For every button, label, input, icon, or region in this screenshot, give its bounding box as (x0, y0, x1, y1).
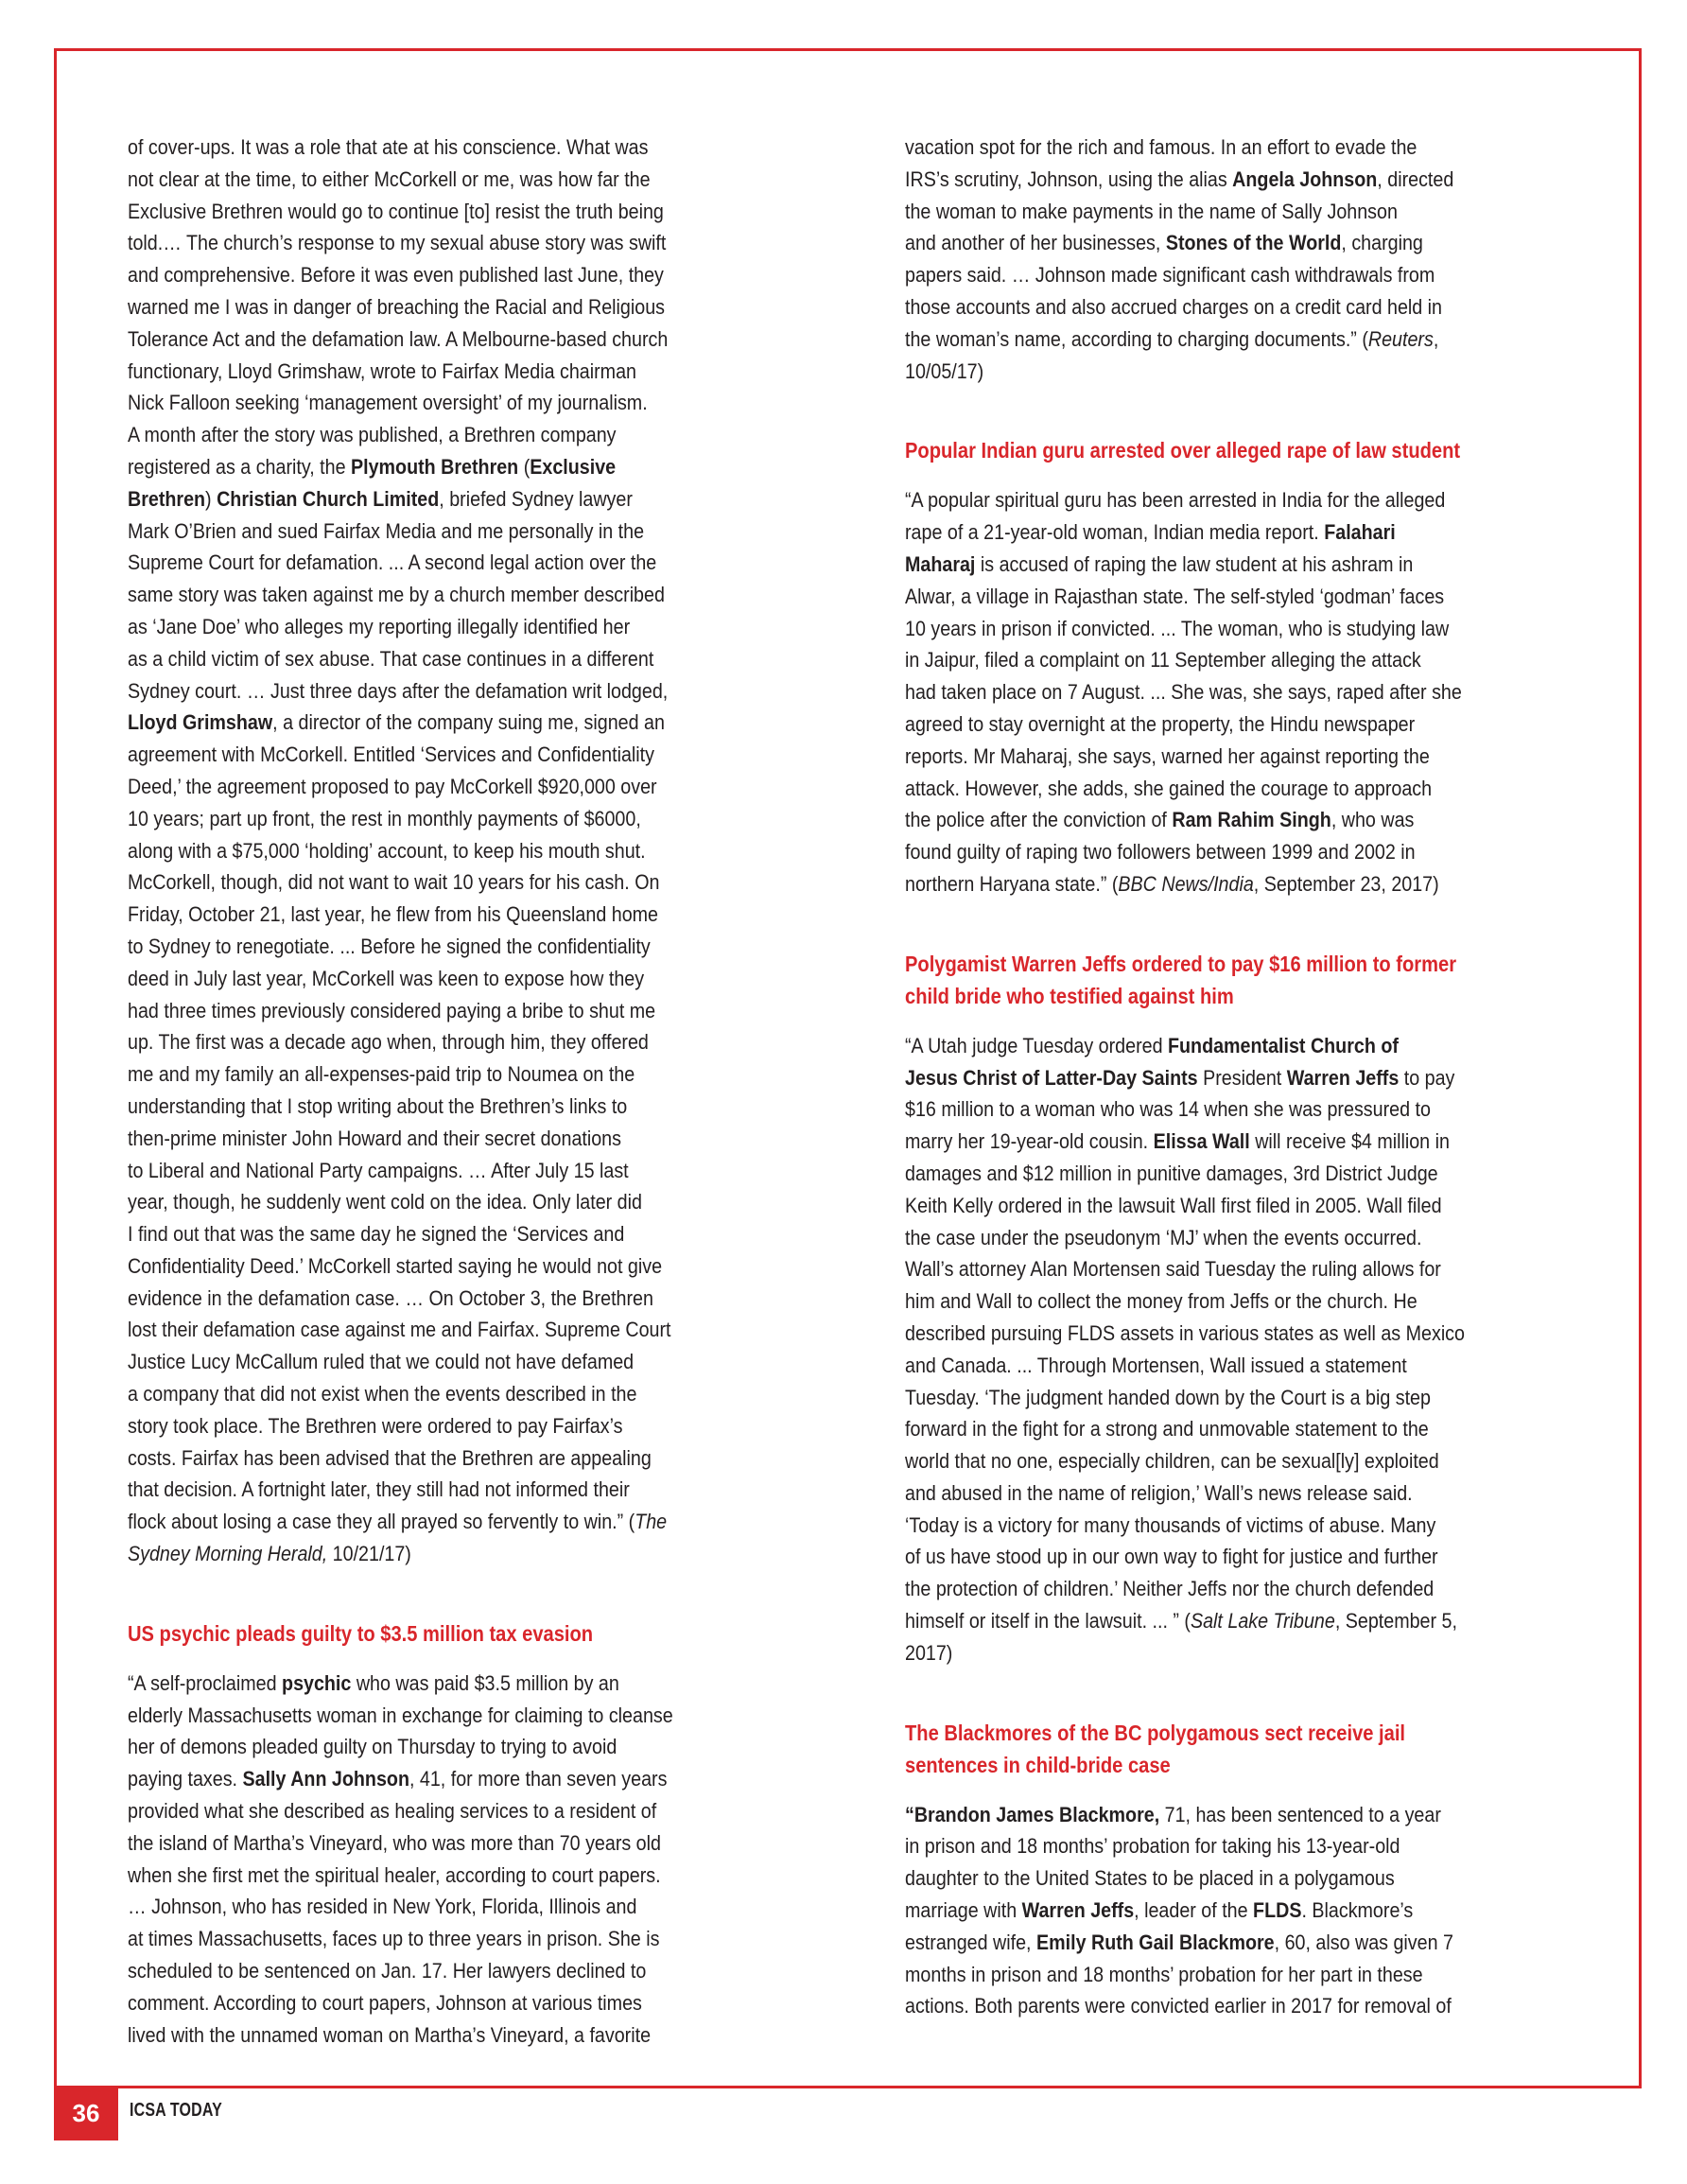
text-run: 10 years; part up front, the rest in monthly payments of $6000, (128, 806, 641, 830)
text-run: Tolerance Act and the defamation law. A Melbourne-based church (128, 326, 669, 351)
text-run: reports. Mr Maharaj, she says, warned her against reporting the (905, 743, 1430, 768)
text-line (128, 259, 781, 291)
text-run: Justice Lucy McCallum ruled that we could not have defamed (128, 1350, 635, 1374)
bold-name: Fundamentalist Church of (1167, 1033, 1399, 1057)
text-run: the woman to make payments in the name of Sally Johnson (905, 199, 1398, 223)
article-headline (905, 1717, 1567, 1781)
text-run: 71, has been sentenced to a year (1159, 1802, 1441, 1826)
text-line (128, 1250, 781, 1283)
text-line (128, 291, 781, 323)
bold-name: Elissa Wall (1153, 1129, 1250, 1154)
text-run: who was paid $3.5 million by an (351, 1670, 619, 1695)
text-run: registered as a charity, the (128, 454, 352, 479)
text-line (128, 483, 781, 515)
bold-name: Ram Rahim Singh (1172, 808, 1331, 832)
text-line (128, 1763, 781, 1795)
text-run: year, though, he suddenly went cold on the idea. Only later did (128, 1190, 642, 1214)
text-line (128, 419, 781, 451)
bold-name: Warren Jeffs (1021, 1898, 1135, 1923)
text-run: and another of her businesses, (905, 231, 1166, 255)
text-run: papers said. … Johnson made significant cash withdrawals from (905, 263, 1435, 288)
source-citation: Salt Lake Tribune (1190, 1609, 1335, 1634)
text-line (128, 451, 781, 483)
text-run: to Liberal and National Party campaigns. … After July 15 last (128, 1158, 629, 1182)
text-line (128, 1955, 781, 1987)
text-run: Friday, October 21, last year, he flew from his Queensland home (128, 902, 658, 927)
text-line (128, 835, 781, 867)
text-line (905, 1637, 1567, 1669)
text-run: The Blackmores of the BC polygamous sect receive jail (905, 1720, 1406, 1745)
text-run: Exclusive Brethren would go to continue [to] resist the truth being (128, 199, 664, 223)
text-line (128, 995, 781, 1027)
text-line (128, 1506, 781, 1538)
text-line (905, 1830, 1567, 1862)
text-run: , 41, for more than seven years (409, 1767, 668, 1791)
source-citation: Reuters (1367, 326, 1434, 351)
text-run: , a director of the company suing me, signed an (272, 710, 665, 735)
text-line (128, 1091, 781, 1123)
text-run: up. The first was a decade ago when, through him, they offered (128, 1030, 649, 1055)
text-run: as ‘Jane Doe’ who alleges my reporting illegally identified her (128, 614, 631, 638)
text-run: comment. According to court papers, Johnson at various times (128, 1990, 642, 2015)
text-line (128, 131, 781, 164)
text-run: not clear at the time, to either McCorkell or me, was how far the (128, 166, 651, 191)
text-run: A month after the story was published, a Brethren company (128, 423, 617, 447)
article-body (128, 131, 781, 1570)
article-body (905, 484, 1567, 900)
text-run: and abused in the name of religion,’ Wall’s news release said. (905, 1480, 1413, 1505)
text-run: child bride who testified against him (905, 983, 1234, 1008)
text-run: along with a $75,000 ‘holding’ account, to keep his mouth shut. (128, 838, 646, 863)
text-run: of cover-ups. It was a role that ate at his conscience. What was (128, 135, 649, 159)
bold-name: Angela Johnson (1232, 166, 1378, 191)
text-run: understanding that I stop writing about the Brethren’s links to (128, 1093, 628, 1118)
text-run: daughter to the United States to be placed in a polygamous (905, 1866, 1395, 1891)
text-line (128, 1123, 781, 1155)
text-run: Confidentiality Deed.’ McCorkell started saying he would not give (128, 1253, 663, 1278)
text-run: , leader of the (1134, 1898, 1254, 1923)
text-run: . Blackmore’s (1301, 1898, 1414, 1923)
bold-name: Stones of the World (1165, 231, 1342, 255)
source-citation: Sydney Morning Herald, (128, 1542, 328, 1566)
text-run: Mark O’Brien and sued Fairfax Media and me personally in the (128, 518, 645, 543)
text-line (905, 1285, 1567, 1318)
text-line (128, 579, 781, 611)
text-line (128, 515, 781, 548)
text-run: 10 years in prison if convicted. ... The woman, who is studying law (905, 616, 1450, 640)
text-line (905, 1318, 1567, 1350)
text-line (905, 1382, 1567, 1414)
text-line (905, 131, 1567, 164)
text-run: IRS’s scrutiny, Johnson, using the alias (905, 166, 1233, 191)
text-line (905, 1445, 1567, 1477)
text-line (905, 1350, 1567, 1382)
publication-title: ICSA TODAY (130, 2100, 222, 2121)
text-run: me and my family an all-expenses-paid trip to Noumea on the (128, 1062, 635, 1087)
text-run: I find out that was the same day he signed the ‘Services and (128, 1222, 625, 1247)
text-run: the case under the pseudonym ‘MJ’ when the events occurred. (905, 1225, 1422, 1249)
text-line (905, 1190, 1567, 1222)
text-line (128, 1058, 781, 1091)
text-run: “A popular spiritual guru has been arrested in India for the alleged (905, 488, 1446, 513)
text-line (905, 741, 1567, 773)
text-run: agreement with McCorkell. Entitled ‘Services and Confidentiality (128, 743, 654, 767)
text-run: rape of a 21-year-old woman, Indian media report. (905, 520, 1325, 545)
text-line (905, 1413, 1567, 1445)
text-run: that decision. A fortnight later, they still had not informed their (128, 1477, 630, 1502)
text-line (905, 1799, 1567, 1831)
text-run: , who was (1330, 808, 1415, 832)
text-line (128, 643, 781, 675)
text-line (905, 259, 1567, 291)
text-line (128, 1617, 781, 1650)
text-line (128, 1442, 781, 1475)
text-run: warned me I was in danger of breaching the Racial and Religious (128, 294, 665, 319)
text-line (128, 1186, 781, 1218)
text-line (128, 1378, 781, 1410)
source-citation: BBC News/India (1118, 871, 1254, 896)
bold-name: Exclusive (530, 454, 617, 479)
text-run: 2017) (905, 1640, 953, 1665)
text-line (905, 356, 1567, 388)
bold-name: psychic (282, 1670, 352, 1695)
text-line (128, 164, 781, 196)
text-run: elderly Massachusetts woman in exchange for claiming to cleanse (128, 1703, 673, 1727)
text-run: a company that did not exist when the events described in the (128, 1382, 637, 1406)
text-run: will receive $4 million in (1249, 1129, 1450, 1154)
text-run: same story was taken against me by a church member described (128, 583, 665, 607)
text-line (128, 1827, 781, 1860)
text-run: damages and $12 million in punitive damages, 3rd District Judge (905, 1161, 1438, 1185)
text-run: , briefed Sydney lawyer (439, 486, 633, 511)
text-run: costs. Fairfax has been advised that the Brethren are appealing (128, 1445, 652, 1470)
article-body (128, 1668, 781, 2052)
text-line (905, 516, 1567, 549)
text-line (128, 1668, 781, 1700)
text-line (128, 1538, 781, 1570)
text-line (128, 1474, 781, 1506)
text-run: , September 5, (1334, 1609, 1457, 1634)
text-line (128, 1314, 781, 1346)
text-line (905, 196, 1567, 228)
text-run: President (1197, 1065, 1287, 1090)
text-run: , (1433, 326, 1439, 351)
text-line (905, 1605, 1567, 1637)
text-run: Wall’s attorney Alan Mortensen said Tuesday the ruling allows for (905, 1257, 1441, 1282)
text-run: sentences in child-bride case (905, 1752, 1171, 1777)
text-line (128, 1987, 781, 2019)
text-line (128, 227, 781, 259)
text-run: , directed (1377, 166, 1454, 191)
bold-name: Plymouth Brethren (351, 454, 519, 479)
text-run: as a child victim of sex abuse. That case continues in a different (128, 646, 654, 671)
text-line (905, 773, 1567, 805)
text-line (905, 1717, 1567, 1749)
text-run: forward in the fight for a strong and unmovable statement to the (905, 1417, 1429, 1441)
text-line (905, 227, 1567, 259)
text-line (905, 434, 1567, 466)
text-run: of us have stood up in our own way to fight for justice and further (905, 1545, 1438, 1569)
right-column (905, 131, 1567, 2022)
bold-name: Emily Ruth Gail Blackmore (1035, 1930, 1275, 1954)
text-run: story took place. The Brethren were ordered to pay Fairfax’s (128, 1413, 623, 1438)
text-line (905, 868, 1567, 900)
text-line (128, 1795, 781, 1827)
article-body (905, 131, 1567, 387)
text-run: and comprehensive. Before it was even published last June, they (128, 263, 664, 288)
text-line (905, 1959, 1567, 1991)
text-run: 10/05/17) (905, 358, 984, 383)
text-line (128, 356, 781, 388)
text-run: ) (205, 486, 217, 511)
text-line (128, 1923, 781, 1955)
text-line (905, 1990, 1567, 2022)
text-run: in Jaipur, filed a complaint on 11 September alleging the attack (905, 648, 1421, 673)
text-run: paying taxes. (128, 1767, 243, 1791)
text-line (128, 1860, 781, 1892)
text-line (905, 1477, 1567, 1510)
text-run: vacation spot for the rich and famous. In an effort to evade the (905, 135, 1417, 159)
text-run: months in prison and 18 months’ probation for her part in these (905, 1962, 1423, 1986)
text-line (905, 291, 1567, 323)
text-line (128, 1026, 781, 1058)
text-line (905, 1510, 1567, 1542)
text-run: Deed,’ the agreement proposed to pay McCorkell $920,000 over (128, 774, 657, 798)
text-line (128, 611, 781, 643)
text-run: himself or itself in the lawsuit. ... ” ( (905, 1609, 1191, 1634)
text-line (128, 1218, 781, 1250)
bold-name: FLDS (1253, 1898, 1302, 1923)
text-line (905, 1862, 1567, 1895)
text-run: , September 23, 2017) (1253, 871, 1439, 896)
text-run: agreed to stay overnight at the property, the Hindu newspaper (905, 711, 1416, 736)
bold-name: Sally Ann Johnson (242, 1767, 409, 1791)
text-run: had three times previously considered paying a bribe to shut me (128, 998, 656, 1022)
text-run: the woman’s name, according to charging documents.” ( (905, 326, 1368, 351)
bold-name: Maharaj (905, 551, 976, 576)
text-line (905, 948, 1567, 980)
text-run: in prison and 18 months’ probation for taking his 13-year-old (905, 1834, 1400, 1859)
text-line (128, 547, 781, 579)
text-run: deed in July last year, McCorkell was keen to expose how they (128, 966, 645, 990)
text-run: Polygamist Warren Jeffs ordered to pay $16 million to former (905, 951, 1457, 976)
text-line (905, 581, 1567, 613)
text-run: 10/21/17) (327, 1542, 411, 1566)
text-run: described pursuing FLDS assets in various states as well as Mexico (905, 1320, 1465, 1345)
text-line (905, 323, 1567, 356)
text-run: the protection of children.’ Neither Jeffs nor the church defended (905, 1577, 1435, 1601)
text-run: the police after the conviction of (905, 808, 1173, 832)
article-headline (905, 434, 1567, 466)
text-run: Supreme Court for defamation. ... A second legal action over the (128, 550, 657, 575)
text-line (905, 676, 1567, 708)
text-line (905, 1030, 1567, 1062)
text-line (128, 771, 781, 803)
text-run: northern Haryana state.” ( (905, 871, 1119, 896)
bold-name: “Brandon James Blackmore, (905, 1802, 1160, 1826)
text-run: lost their defamation case against me and Fairfax. Supreme Court (128, 1318, 671, 1342)
text-line (128, 1891, 781, 1923)
text-run: lived with the unnamed woman on Martha’s Vineyard, a favorite (128, 2022, 652, 2047)
text-run: Nick Falloon seeking ‘management oversight’ of my journalism. (128, 391, 648, 415)
text-run: told.… The church’s response to my sexual abuse story was swift (128, 231, 667, 255)
text-line (128, 2019, 781, 2052)
text-run: flock about losing a case they all prayed so fervently to win.” ( (128, 1510, 635, 1534)
text-line (128, 675, 781, 708)
text-line (905, 549, 1567, 581)
source-citation: The (635, 1510, 668, 1534)
text-line (905, 1749, 1567, 1781)
text-run: those accounts and also accrued charges on a credit card held in (905, 294, 1443, 319)
text-run: Keith Kelly ordered in the lawsuit Wall first filed in 2005. Wall filed (905, 1193, 1442, 1217)
text-run: to Sydney to renegotiate. ... Before he signed the confidentiality (128, 934, 651, 958)
text-run: had taken place on 7 August. ... She was, she says, raped after she (905, 680, 1462, 705)
text-line (128, 1155, 781, 1187)
text-run: her of demons pleaded guilty on Thursday to trying to avoid (128, 1735, 617, 1759)
text-line (905, 980, 1567, 1012)
text-run: the island of Martha’s Vineyard, who was more than 70 years old (128, 1830, 661, 1855)
text-run: US psychic pleads guilty to $3.5 million tax evasion (128, 1620, 594, 1646)
text-run: ( (518, 454, 530, 479)
text-line (905, 836, 1567, 868)
text-line (905, 644, 1567, 676)
text-line (128, 803, 781, 835)
text-line (905, 1222, 1567, 1254)
text-run: at times Massachusetts, faces up to three years in prison. She is (128, 1927, 660, 1951)
article-headline (905, 948, 1567, 1012)
text-line (905, 1126, 1567, 1158)
text-line (128, 387, 781, 419)
left-column (128, 131, 781, 2051)
text-run: and Canada. ... Through Mortensen, Wall issued a statement (905, 1353, 1407, 1377)
text-run: scheduled to be sentenced on Jan. 17. Her lawyers declined to (128, 1959, 647, 1983)
bold-name: Jesus Christ of Latter-Day Saints (905, 1065, 1198, 1090)
text-run: evidence in the defamation case. … On October 3, the Brethren (128, 1285, 653, 1310)
text-run: “A Utah judge Tuesday ordered (905, 1033, 1168, 1057)
text-run: “A self-proclaimed (128, 1670, 283, 1695)
text-run: actions. Both parents were convicted earlier in 2017 for removal of (905, 1994, 1452, 2018)
text-run: ‘Today is a victory for many thousands of victims of abuse. Many (905, 1512, 1436, 1537)
text-line (905, 484, 1567, 516)
text-line (905, 804, 1567, 836)
text-line (905, 1158, 1567, 1190)
text-run: Popular Indian guru arrested over alleged rape of law student (905, 438, 1461, 463)
article-body (905, 1030, 1567, 1669)
text-line (128, 1731, 781, 1763)
text-line (128, 739, 781, 771)
text-line (905, 1927, 1567, 1959)
page-number: 36 (72, 2098, 100, 2127)
article-body (905, 1799, 1567, 2023)
text-line (128, 1283, 781, 1315)
text-line (905, 613, 1567, 645)
text-run: $16 million to a woman who was 14 when she was pressured to (905, 1097, 1431, 1122)
text-line (128, 931, 781, 963)
text-run: , 60, also was given 7 (1274, 1930, 1453, 1954)
text-run: attack. However, she adds, she gained the courage to approach (905, 776, 1433, 800)
bold-name: Christian Church Limited (217, 486, 440, 511)
text-run: world that no one, especially children, can be sexual[ly] exploited (905, 1449, 1439, 1474)
text-line (905, 1062, 1567, 1094)
bold-name: Warren Jeffs (1286, 1065, 1400, 1090)
text-run: to pay (1399, 1065, 1455, 1090)
text-run: is accused of raping the law student at his ashram in (975, 551, 1414, 576)
text-line (905, 1541, 1567, 1573)
text-line (128, 866, 781, 899)
text-run: marriage with (905, 1898, 1022, 1923)
article-headline (128, 1617, 781, 1650)
text-line (128, 1410, 781, 1442)
text-line (128, 899, 781, 931)
text-line (128, 707, 781, 739)
text-line (905, 708, 1567, 741)
text-line (905, 1253, 1567, 1285)
text-run: when she first met the spiritual healer, according to court papers. (128, 1862, 661, 1887)
text-line (128, 963, 781, 995)
text-run: Tuesday. ‘The judgment handed down by the Court is a big step (905, 1385, 1431, 1409)
bold-name: Lloyd Grimshaw (128, 710, 273, 735)
text-run: Sydney court. … Just three days after the defamation writ lodged, (128, 678, 669, 703)
text-run: then-prime minister John Howard and their secret donations (128, 1126, 621, 1150)
text-line (128, 196, 781, 228)
text-line (905, 1573, 1567, 1605)
text-line (128, 323, 781, 356)
text-run: functionary, Lloyd Grimshaw, wrote to Fairfax Media chairman (128, 358, 636, 383)
page-number-badge (54, 2086, 118, 2140)
text-line (128, 1346, 781, 1378)
text-run: estranged wife, (905, 1930, 1036, 1954)
text-run: found guilty of raping two followers between 1999 and 2002 in (905, 840, 1416, 865)
text-line (905, 164, 1567, 196)
text-run: … Johnson, who has resided in New York, Florida, Illinois and (128, 1895, 637, 1919)
text-line (128, 1700, 781, 1732)
text-run: Alwar, a village in Rajasthan state. The self-styled ‘godman’ faces (905, 584, 1445, 608)
text-run: marry her 19-year-old cousin. (905, 1129, 1154, 1154)
bold-name: Brethren (128, 486, 206, 511)
bold-name: Falahari (1324, 520, 1396, 545)
text-run: him and Wall to collect the money from Jeffs or the church. He (905, 1289, 1417, 1314)
text-run: McCorkell, though, did not want to wait 10 years for his cash. On (128, 870, 660, 895)
text-line (905, 1895, 1567, 1927)
text-line (905, 1093, 1567, 1126)
text-run: provided what she described as healing services to a resident of (128, 1799, 657, 1824)
text-run: , charging (1341, 231, 1423, 255)
